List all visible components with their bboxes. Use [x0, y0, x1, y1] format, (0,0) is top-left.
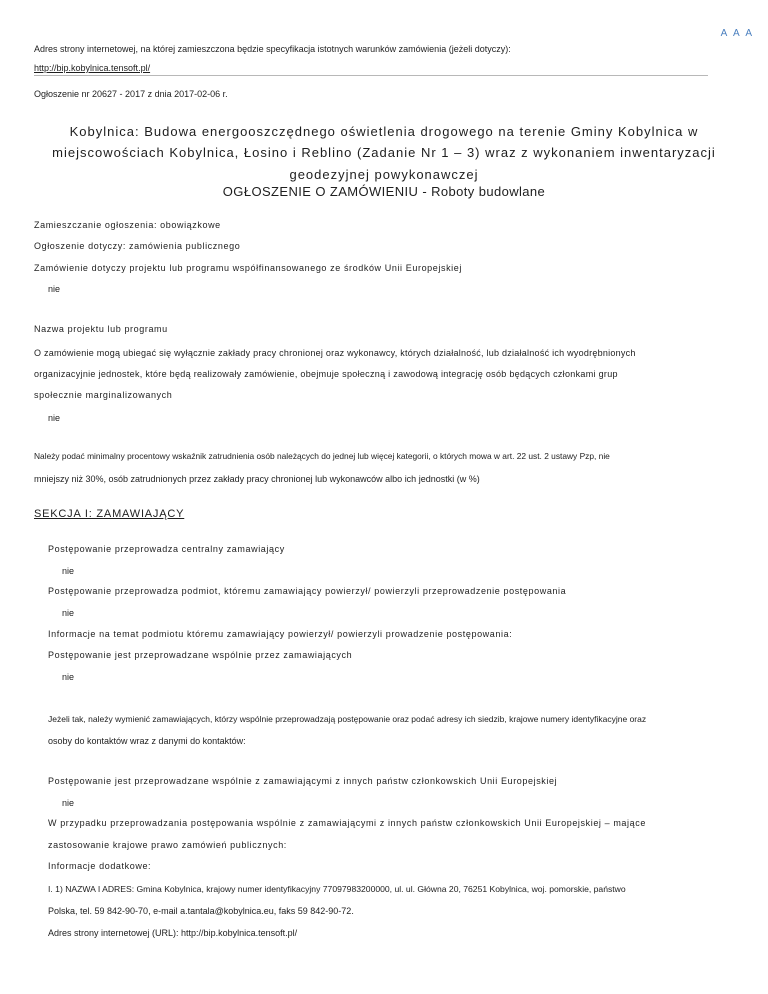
joint-procedure-answer: nie	[62, 672, 75, 682]
sheltered-answer: nie	[48, 413, 61, 423]
entrusted-entity-question: Postępowanie przeprowadza podmiot, któremu zamawiający powierzył/ powierzyli przeprowadzenie postępowania	[48, 586, 567, 596]
eu-project-answer: nie	[48, 284, 61, 294]
sheltered-text-line-2: organizacyjnie jednostek, które będą realizowały zamówienie, obejmuje społeczną i zawodową integrację osób będących członkami grup	[34, 369, 618, 379]
eu-applicable-law-line-2: zastosowanie krajowe prawo zamówień publicznych:	[48, 840, 287, 850]
divider	[34, 75, 708, 76]
notice-type-heading: OGŁOSZENIE O ZAMÓWIENIU - Roboty budowlane	[222, 184, 546, 199]
font-size-controls[interactable]: A A A	[720, 28, 754, 39]
spec-address-link[interactable]: http://bip.kobylnica.tensoft.pl/	[34, 63, 151, 73]
entrusted-entity-answer: nie	[62, 608, 75, 618]
spec-address-label: Adres strony internetowej, na której zamieszczona będzie specyfikacja istotnych warunków zamówienia (jeżeli dotyczy):	[34, 44, 511, 54]
project-name-label: Nazwa projektu lub programu	[34, 324, 168, 334]
employment-percent-line-2: mniejszy niż 30%, osób zatrudnionych przez zakłady pracy chronionej lub wykonawców albo ich jednostki (w %)	[34, 474, 480, 484]
joint-buyers-info-line-1: Jeżeli tak, należy wymienić zamawiających, którzy wspólnie przeprowadzają postępowanie oraz podać adresy ich siedzib, krajowe numery identyfikacyjne oraz	[48, 714, 647, 724]
notice-number: Ogłoszenie nr 20627 - 2017 z dnia 2017-02-06 r.	[34, 89, 228, 99]
sheltered-text-line-1: O zamówienie mogą ubiegać się wyłącznie zakłady pracy chronionej oraz wykonawcy, których działalność, lub działalność ich wyodrębnionych	[34, 348, 636, 358]
page-title-line-1: Kobylnica: Budowa energooszczędnego oświetlenia drogowego na terenie Gminy Kobylnica w	[69, 124, 699, 139]
buyer-website: Adres strony internetowej (URL): http://bip.kobylnica.tensoft.pl/	[48, 928, 298, 938]
additional-info-label: Informacje dodatkowe:	[48, 861, 152, 871]
notice-concerns: Ogłoszenie dotyczy: zamówienia publicznego	[34, 241, 241, 251]
buyer-name-address-line-2: Polska, tel. 59 842-90-70, e-mail a.tantala@kobylnica.eu, faks 59 842-90-72.	[48, 906, 354, 916]
central-buyer-answer: nie	[62, 566, 75, 576]
entrusted-entity-info: Informacje na temat podmiotu któremu zamawiający powierzył/ powierzyli prowadzenie postępowania:	[48, 629, 513, 639]
page-title-line-3: geodezyjnej powykonawczej	[289, 167, 479, 182]
eu-joint-procedure-question: Postępowanie jest przeprowadzane wspólnie z zamawiającymi z innych państw członkowskich Unii Europejskiej	[48, 776, 558, 786]
joint-buyers-info-line-2: osoby do kontaktów wraz z danymi do kontaktów:	[48, 736, 246, 746]
buyer-name-address-line-1: I. 1) NAZWA I ADRES: Gmina Kobylnica, krajowy numer identyfikacyjny 77097983200000, ul. ul. Główna 20, 76251 Kobylnica, woj. pomorskie, państwo	[48, 884, 626, 894]
central-buyer-question: Postępowanie przeprowadza centralny zamawiający	[48, 544, 285, 554]
eu-applicable-law-line-1: W przypadku przeprowadzania postępowania wspólnie z zamawiającymi z innych państw członkowskich Unii Europejskiej – mające	[48, 818, 646, 828]
employment-percent-line-1: Należy podać minimalny procentowy wskaźnik zatrudnienia osób należących do jednej lub więcej kategorii, o których mowa w art. 22 ust. 2 ustawy Pzp, nie	[34, 451, 610, 461]
sheltered-text-line-3: społecznie marginalizowanych	[34, 390, 173, 400]
eu-project-question: Zamówienie dotyczy projektu lub programu współfinansowanego ze środków Unii Europejskiej	[34, 263, 462, 273]
joint-procedure-question: Postępowanie jest przeprowadzane wspólnie przez zamawiających	[48, 650, 353, 660]
publication-type: Zamieszczanie ogłoszenia: obowiązkowe	[34, 220, 221, 230]
page-title-line-2: miejscowościach Kobylnica, Łosino i Reblino (Zadanie Nr 1 – 3) wraz z wykonaniem inwentaryzacji	[52, 145, 716, 160]
section-1-heading: SEKCJA I: ZAMAWIAJĄCY	[34, 508, 185, 520]
eu-joint-procedure-answer: nie	[62, 798, 75, 808]
